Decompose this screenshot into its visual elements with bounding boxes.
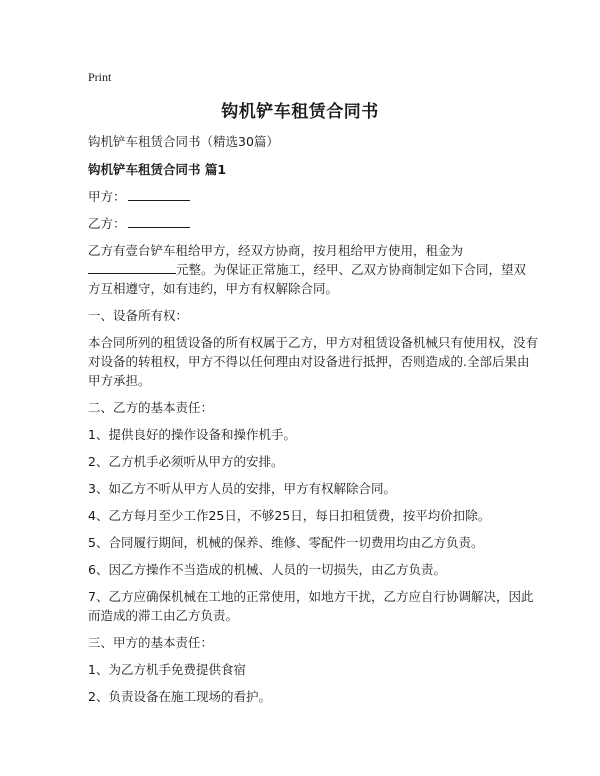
party-b-line [88, 214, 518, 233]
section3-item-1: 1、为乙方机手免费提供食宿 [88, 662, 246, 677]
section1-line-3: 甲方承担。 [88, 373, 151, 388]
party-a-line [88, 187, 518, 206]
document-title: 钩机铲车租赁合同书 [221, 102, 379, 122]
party-a-blank [128, 188, 190, 201]
print-label[interactable]: Print [88, 70, 112, 84]
party-b-label: 乙方： [88, 216, 126, 231]
section1-heading: 一、设备所有权： [88, 308, 189, 323]
intro-line-2-text: 元整。为保证正常施工，经甲、乙双方协商制定如下合同，望双 [176, 262, 527, 277]
section2-item-3: 3、如乙方不听从甲方人员的安排，甲方有权解除合同。 [88, 481, 396, 496]
intro-line-2 [88, 260, 527, 279]
section2-item-1: 1、提供良好的操作设备和操作机手。 [88, 427, 296, 442]
party-b-blank [128, 215, 190, 228]
section2-item-6: 6、因乙方操作不当造成的机械、人员的一切损失，由乙方负责。 [88, 562, 446, 577]
section3-heading: 三、甲方的基本责任： [88, 635, 214, 650]
section2-item-7-line-1: 7、乙方应确保机械在工地的正常使用，如地方干扰，乙方应自行协调解决，因此 [88, 589, 534, 604]
party-a-label: 甲方： [88, 189, 126, 204]
document-subtitle: 钩机铲车租赁合同书（精选30篇） [88, 134, 279, 149]
section2-item-7-line-2: 而造成的滞工由乙方负责。 [88, 608, 239, 623]
section-heading: 钩机铲车租赁合同书 篇1 [88, 162, 227, 177]
section2-item-4: 4、乙方每月至少工作25日，不够25日，每日扣租赁费，按平均价扣除。 [88, 508, 491, 523]
section2-item-2: 2、乙方机手必须听从甲方的安排。 [88, 454, 284, 469]
section1-line-2: 对设备的转租权，甲方不得以任何理由对设备进行抵押，否则造成的.全部后果由 [88, 354, 530, 369]
section2-heading: 二、乙方的基本责任： [88, 400, 214, 415]
section1-line-1: 本合同所列的租赁设备的所有权属于乙方，甲方对租赁设备机械只有使用权，没有 [88, 335, 539, 350]
section2-item-5: 5、合同履行期间，机械的保养、维修、零配件一切费用均由乙方负责。 [88, 535, 484, 550]
section3-item-2: 2、负责设备在施工现场的看护。 [88, 689, 271, 704]
intro-line-1: 乙方有壹台铲车租给甲方，经双方协商，按月租给甲方使用，租金为 [88, 243, 464, 258]
intro-line-3: 方互相遵守，如有违约，甲方有权解除合同。 [88, 281, 339, 296]
rent-amount-blank [88, 261, 176, 274]
